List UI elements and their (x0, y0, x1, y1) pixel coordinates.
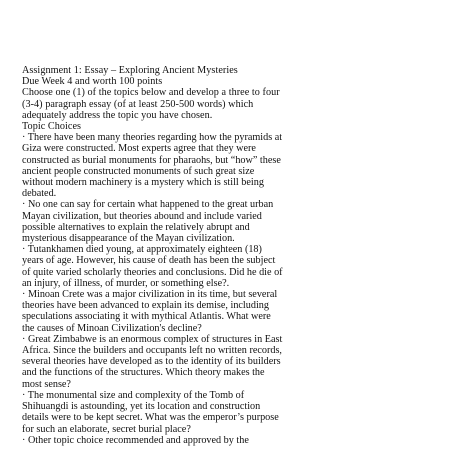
topic-pyramids (22, 132, 442, 199)
document-page (22, 65, 442, 446)
topic-line: the causes of Minoan Civilization's decline? (22, 322, 202, 334)
topic-line: · No one can say for certain what happened to the great urban (22, 199, 274, 211)
topic-shihuangdi (22, 390, 442, 435)
topic-line: · The monumental size and complexity of the Tomb of (22, 389, 245, 401)
assignment-title: Assignment 1: Essay – Exploring Ancient Mysteries (22, 65, 238, 76)
topic-line: Africa. Since the builders and occupants left no written records, (22, 345, 282, 357)
topic-line: ancient people constructed monuments of such great size (22, 165, 255, 177)
topic-minoan-crete (22, 289, 442, 334)
topic-line: most sense? (22, 378, 71, 390)
topic-line: · Tutankhamen died young, at approximately eighteen (18) (22, 244, 262, 256)
topic-line: several theories have developed as to the identity of its builders (22, 356, 281, 368)
topic-great-zimbabwe (22, 334, 442, 390)
topic-heading: Topic Choices (22, 121, 82, 133)
instructions-line-2: (3-4) paragraph essay (of at least 250-500 words) which (22, 98, 254, 110)
topic-line: speculations associating it with mythical Atlantis. What were (22, 311, 271, 323)
topic-line: for such an elaborate, secret burial place? (22, 423, 191, 435)
topic-line: · Other topic choice recommended and approved by the (22, 434, 249, 446)
topic-mayan (22, 199, 442, 244)
topic-line: constructed as burial monuments for pharaohs, but “how” these (22, 154, 281, 166)
due-line: Due Week 4 and worth 100 points (22, 76, 163, 88)
instructions-line-3: adequately address the topic you have chosen. (22, 109, 213, 121)
instructions-line-1: Choose one (1) of the topics below and develop a three to four (22, 87, 280, 99)
topic-line: theories have been advanced to explain its demise, including (22, 300, 269, 312)
topic-line: debated. (22, 188, 57, 200)
topic-line: of quite varied scholarly theories and conclusions. Did he die of (22, 266, 283, 278)
topic-line: an injury, of illness, of murder, or something else?. (22, 277, 230, 289)
topic-line: Shihuangdi is astounding, yet its location and construction (22, 401, 261, 413)
topic-other (22, 435, 442, 446)
topic-line: · Minoan Crete was a major civilization in its time, but several (22, 289, 278, 301)
topic-line: Mayan civilization, but theories abound and include varied (22, 210, 262, 222)
topic-line: mysterious disappearance of the Mayan civilization. (22, 233, 235, 245)
topic-line: possible alternatives to explain the relatively abrupt and (22, 221, 250, 233)
topic-line: years of age. However, his cause of death has been the subject (22, 255, 276, 267)
topic-tutankhamen (22, 244, 442, 289)
topic-line: without modern machinery is a mystery which is still being (22, 177, 264, 189)
topic-line: Giza were constructed. Most experts agree that they were (22, 143, 256, 155)
topic-line: · There have been many theories regarding how the pyramids at (22, 132, 283, 144)
topic-line: · Great Zimbabwe is an enormous complex of structures in East (22, 333, 283, 345)
topic-line: details were to be kept secret. What was the emperor’s purpose (22, 412, 279, 424)
topic-line: and the functions of the structures. Which theory makes the (22, 367, 265, 379)
